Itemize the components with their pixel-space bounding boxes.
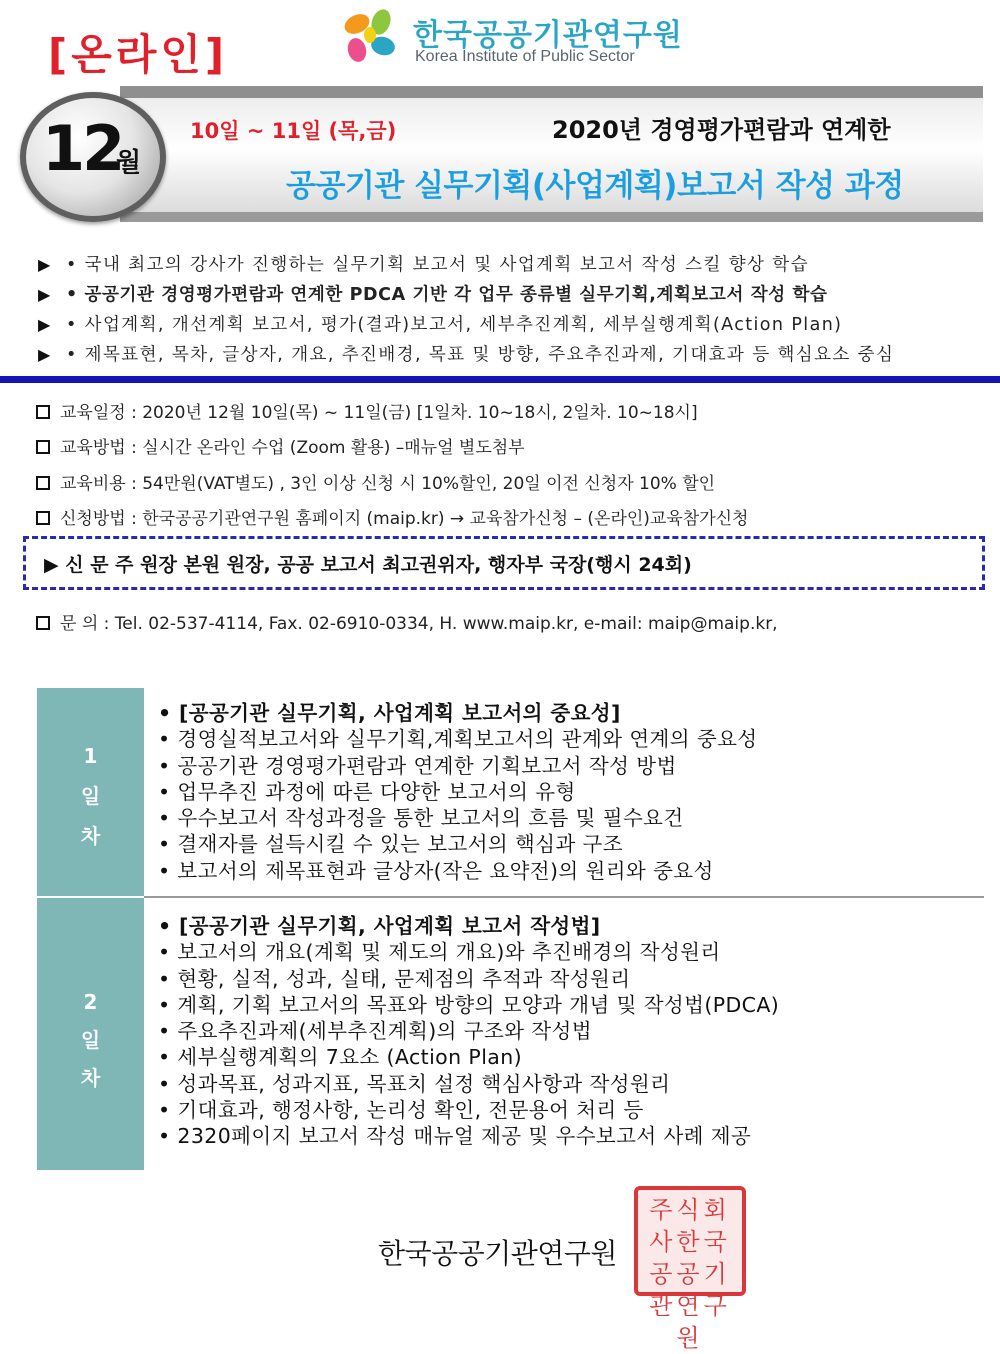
highlight-text: • 제목표현, 목차, 글상자, 개요, 추진배경, 목표 및 방향, 주요추진과제, 기대효과 등 핵심요소 중심 xyxy=(66,345,895,365)
institute-logo xyxy=(335,8,695,70)
seal-lettering: 주식회사한국공공기관연구원 xyxy=(649,1196,731,1352)
day2-label-number: 2 xyxy=(83,990,98,1014)
info-method xyxy=(36,433,986,458)
highlight-text: • 사업계획, 개선계획 보고서, 평가(결과)보고서, 세부추진계획, 세부실행계획(Action Plan) xyxy=(66,315,843,335)
list-item: • 현황, 실적, 성과, 실태, 문제점의 추적과 작성원리 xyxy=(158,966,631,991)
list-item: • 세부실행계획의 7요소 (Action Plan) xyxy=(158,1045,523,1070)
day1-label-cell xyxy=(37,688,144,896)
square-bullet-icon xyxy=(36,511,50,525)
section-divider xyxy=(0,376,1000,383)
official-seal-stamp xyxy=(634,1186,746,1352)
play-arrow-icon: ▶ xyxy=(38,345,52,364)
day1-label-day: 일 xyxy=(80,784,101,808)
logo-korean-name: 한국공공기관연구원 xyxy=(413,18,683,53)
day2-label-order: 차 xyxy=(80,1066,101,1090)
online-tag: [온라인] xyxy=(48,30,229,79)
info-contact-text: 문 의 : Tel. 02-537-4114, Fax. 02-6910-0334, H. www.maip.kr, e-mail: maip@maip.kr, xyxy=(60,614,778,634)
highlight-text: • 국내 최고의 강사가 진행하는 실무기획 보고서 및 사업계획 보고서 작성 스킬 향상 학습 xyxy=(66,255,809,275)
highlight-item xyxy=(38,310,978,340)
instructor-text: ▶ 신 문 주 원장 본원 원장, 공공 보고서 최고권위자, 행자부 국장(행시 24회) xyxy=(44,554,692,576)
list-item: • 계획, 기획 보고서의 목표와 방향의 모양과 개념 및 작성법(PDCA) xyxy=(158,992,780,1017)
info-apply-text: 신청방법 : 한국공공기관연구원 홈페이지 (maip.kr) → 교육참가신청 – (온라인)교육참가신청 xyxy=(60,509,749,529)
date-range: 10일 ~ 11일 (목,금) xyxy=(190,119,397,143)
square-bullet-icon xyxy=(36,405,50,419)
list-item: • 보고서의 제목표현과 글상자(작은 요약전)의 원리와 중요성 xyxy=(158,858,714,883)
day1-heading: • [공공기관 실무기획, 사업계획 보고서의 중요성] xyxy=(158,701,621,725)
month-badge xyxy=(20,92,166,222)
square-bullet-icon xyxy=(36,616,50,630)
info-cost xyxy=(36,469,986,494)
highlight-item xyxy=(38,250,978,280)
list-item: • 보고서의 개요(계획 및 제도의 개요)와 추진배경의 작성원리 xyxy=(158,940,721,965)
day1-content xyxy=(158,700,988,884)
logo-english-name: Korea Institute of Public Sector xyxy=(415,48,635,65)
info-method-text: 교육방법 : 실시간 온라인 수업 (Zoom 활용) –매뉴얼 별도첨부 xyxy=(60,438,525,458)
day2-label-cell xyxy=(37,898,144,1170)
square-bullet-icon xyxy=(36,440,50,454)
day2-content xyxy=(158,913,988,1150)
petal-logo-icon xyxy=(335,8,405,68)
play-arrow-icon: ▶ xyxy=(38,315,52,334)
list-item: • 기대효과, 행정사항, 논리성 확인, 전문용어 처리 등 xyxy=(158,1098,644,1123)
info-apply xyxy=(36,504,986,529)
list-item: • 우수보고서 작성과정을 통한 보고서의 흐름 및 필수요건 xyxy=(158,806,684,831)
play-arrow-icon: ▶ xyxy=(38,255,52,274)
highlight-text: • 공공기관 경영평가편람과 연계한 PDCA 기반 각 업무 종류별 실무기획,계획보고서 작성 학습 xyxy=(66,285,828,305)
list-item: • 성과목표, 성과지표, 목표치 설정 핵심사항과 작성원리 xyxy=(158,1071,671,1096)
instructor-box xyxy=(23,536,985,590)
month-number: 12 xyxy=(42,112,123,185)
row-divider xyxy=(144,896,984,898)
day2-heading: • [공공기관 실무기획, 사업계획 보고서 작성법] xyxy=(158,914,601,938)
course-subtitle: 2020년 경영평가편람과 연계한 xyxy=(552,116,891,144)
day2-label-day: 일 xyxy=(80,1028,101,1052)
day1-label-order: 차 xyxy=(80,824,101,848)
play-arrow-icon: ▶ xyxy=(38,285,51,304)
list-item: • 경영실적보고서와 실무기획,계획보고서의 관계와 연계의 중요성 xyxy=(158,727,758,752)
square-bullet-icon xyxy=(36,476,50,490)
list-item: • 주요추진과제(세부추진계획)의 구조와 작성법 xyxy=(158,1019,592,1044)
day1-label-number: 1 xyxy=(83,744,98,768)
issuer-name: 한국공공기관연구원 xyxy=(378,1237,617,1270)
info-cost-text: 교육비용 : 54만원(VAT별도) , 3인 이상 신청 시 10%할인, 20일 이전 신청자 10% 할인 xyxy=(60,474,716,494)
list-item: • 결재자를 설득시킬 수 있는 보고서의 핵심과 구조 xyxy=(158,832,623,857)
course-title: 공공기관 실무기획(사업계획)보고서 작성 과정 xyxy=(286,168,904,204)
info-schedule-text: 교육일정 : 2020년 12월 10일(목) ~ 11일(금) [1일차. 10~18시, 2일차. 10~18시] xyxy=(60,403,698,423)
list-item: • 공공기관 경영평가편람과 연계한 기획보고서 작성 방법 xyxy=(158,753,677,778)
list-item: • 업무추진 과정에 따른 다양한 보고서의 유형 xyxy=(158,779,576,804)
highlight-item xyxy=(38,280,978,310)
info-contact xyxy=(36,609,986,634)
month-unit: 월 xyxy=(116,148,142,178)
info-schedule xyxy=(36,398,986,423)
highlight-item xyxy=(38,340,978,370)
list-item: • 2320페이지 보고서 작성 매뉴얼 제공 및 우수보고서 사례 제공 xyxy=(158,1124,752,1149)
highlight-list xyxy=(38,250,978,370)
